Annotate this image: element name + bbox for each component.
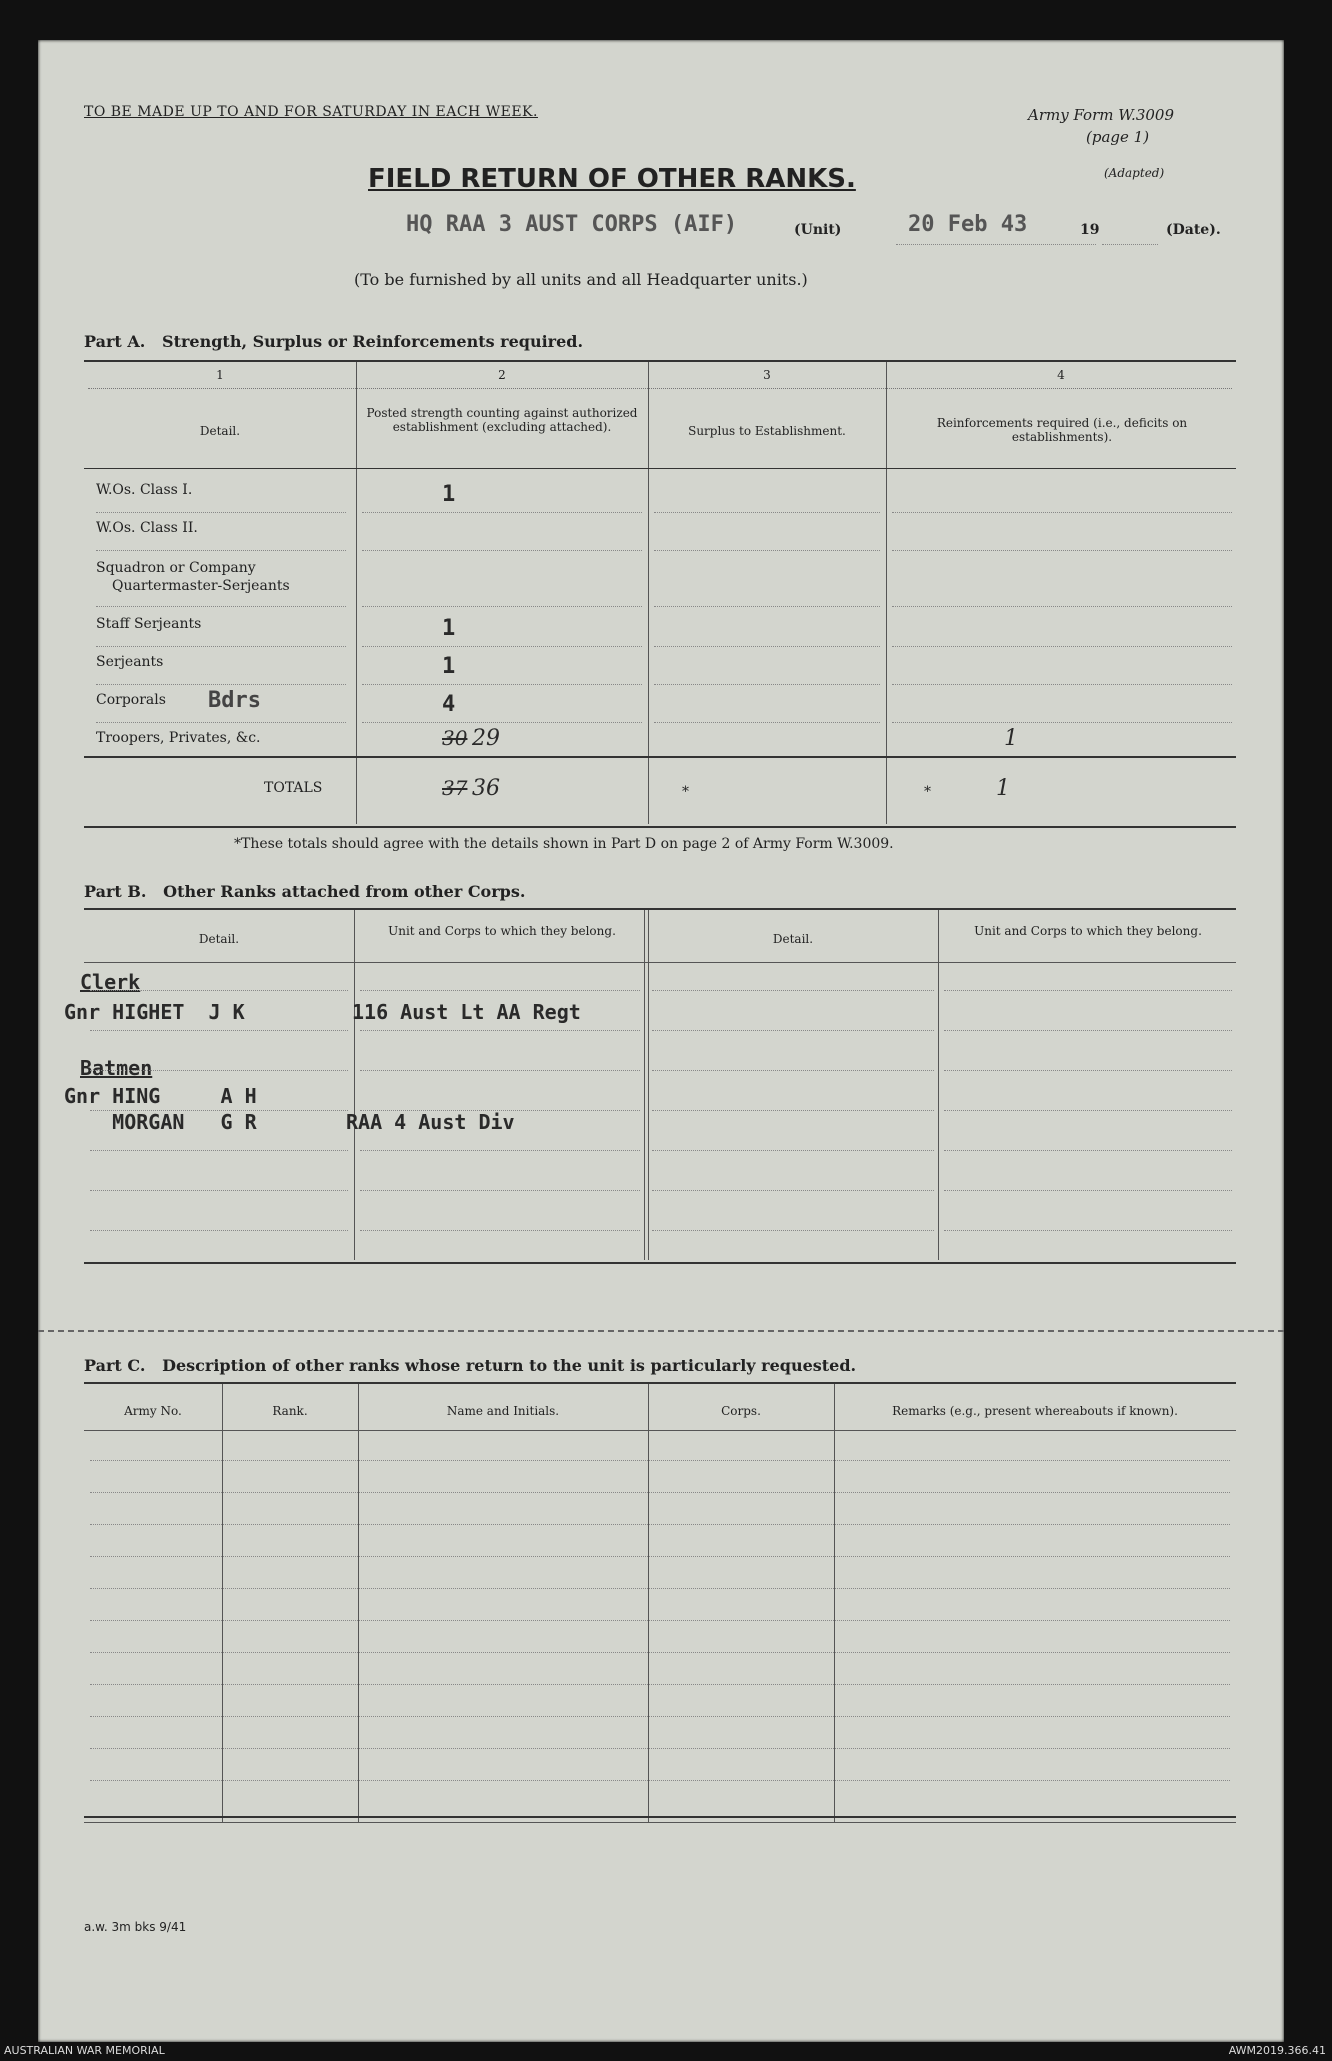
row-troopers-posted-struck: 30 bbox=[442, 726, 468, 750]
year-prefix: 19 bbox=[1080, 222, 1100, 238]
col-number-3: 3 bbox=[763, 368, 771, 382]
instruction-line: TO BE MADE UP TO AND FOR SATURDAY IN EACH WEEK. bbox=[84, 104, 538, 120]
furnished-note: (To be furnished by all units and all Headquarter units.) bbox=[354, 270, 808, 289]
surplus-header: Surplus to Establishment. bbox=[688, 424, 846, 438]
date-value: 20 Feb 43 bbox=[908, 212, 1028, 237]
row-corporals-label: Corporals bbox=[96, 692, 166, 708]
page-number: (page 1) bbox=[1086, 128, 1150, 146]
row-troopers-posted: 29 bbox=[472, 726, 500, 751]
form-number: Army Form W.3009 bbox=[1028, 106, 1174, 124]
footer-accession-number: AWM2019.366.41 bbox=[1228, 2044, 1326, 2057]
footer-institution: AUSTRALIAN WAR MEMORIAL bbox=[4, 2044, 165, 2057]
part-c-remarks-header: Remarks (e.g., present whereabouts if known). bbox=[892, 1404, 1178, 1418]
row-wo1-posted: 1 bbox=[442, 482, 456, 507]
surplus-star: * bbox=[682, 784, 689, 800]
entry-highet: Gnr HIGHET J K bbox=[64, 1000, 245, 1024]
col-number-2: 2 bbox=[498, 368, 506, 382]
row-wo2-label: W.Os. Class II. bbox=[96, 520, 198, 536]
part-b-heading: Part B. Other Ranks attached from other Corps. bbox=[84, 882, 526, 901]
part-c-name-header: Name and Initials. bbox=[446, 1404, 560, 1418]
row-sgt-posted: 1 bbox=[442, 654, 456, 679]
entry-clerk-heading: Clerk bbox=[80, 970, 141, 994]
row-staff-sgt-label: Staff Serjeants bbox=[96, 616, 202, 632]
reinforcements-header: Reinforcements required (i.e., deficits on establishments). bbox=[936, 416, 1188, 444]
part-b-unit-header-1: Unit and Corps to which they belong. bbox=[388, 924, 616, 938]
col-number-1: 1 bbox=[216, 368, 224, 382]
part-b-detail-header-1: Detail. bbox=[198, 932, 240, 946]
row-cqms-label-2: Quartermaster-Serjeants bbox=[112, 578, 290, 594]
totals-label: TOTALS bbox=[264, 780, 323, 796]
form-sheet bbox=[38, 40, 1284, 2042]
entry-batmen-heading: Batmen bbox=[80, 1056, 153, 1080]
part-c-army-no-header: Army No. bbox=[124, 1404, 182, 1418]
entry-hing: Gnr HING A H bbox=[64, 1084, 257, 1108]
part-c-heading: Part C. Description of other ranks whose return to the unit is particularly requested. bbox=[84, 1356, 857, 1375]
form-title: FIELD RETURN OF OTHER RANKS. bbox=[368, 164, 856, 194]
row-troopers-label: Troopers, Privates, &c. bbox=[96, 730, 261, 746]
adapted-label: (Adapted) bbox=[1104, 166, 1165, 180]
entry-highet-unit: 116 Aust Lt AA Regt bbox=[352, 1000, 581, 1024]
entry-morgan-unit: RAA 4 Aust Div bbox=[346, 1110, 515, 1134]
row-corporals-posted: 4 bbox=[442, 692, 456, 717]
detail-header: Detail. bbox=[199, 424, 241, 438]
row-cqms-label: Squadron or Company bbox=[96, 560, 256, 576]
reinf-star: * bbox=[924, 784, 931, 800]
entry-morgan: MORGAN G R bbox=[64, 1110, 257, 1134]
col-number-4: 4 bbox=[1057, 368, 1065, 382]
date-label: (Date). bbox=[1166, 222, 1221, 238]
part-a-heading: Part A. Strength, Surplus or Reinforcements required. bbox=[84, 332, 584, 351]
part-b-unit-header-2: Unit and Corps to which they belong. bbox=[974, 924, 1202, 938]
print-code: a.w. 3m bks 9/41 bbox=[84, 1920, 187, 1934]
part-c-rank-header: Rank. bbox=[272, 1404, 308, 1418]
unit-label: (Unit) bbox=[794, 222, 842, 238]
row-corporals-annotation: Bdrs bbox=[208, 688, 261, 713]
posted-header: Posted strength counting against authorized establishment (excluding attached). bbox=[366, 406, 638, 434]
row-troopers-reinf: 1 bbox=[1004, 726, 1018, 751]
row-staff-sgt-posted: 1 bbox=[442, 616, 456, 641]
totals-struck: 37 bbox=[442, 776, 468, 800]
totals-value: 36 bbox=[472, 776, 500, 801]
reinf-total: 1 bbox=[996, 776, 1010, 801]
totals-footnote: *These totals should agree with the details shown in Part D on page 2 of Army Form W.3009. bbox=[234, 836, 894, 852]
part-b-detail-header-2: Detail. bbox=[772, 932, 814, 946]
row-sgt-label: Serjeants bbox=[96, 654, 164, 670]
unit-value: HQ RAA 3 AUST CORPS (AIF) bbox=[406, 212, 738, 237]
part-c-corps-header: Corps. bbox=[721, 1404, 761, 1418]
row-wo1-label: W.Os. Class I. bbox=[96, 482, 193, 498]
